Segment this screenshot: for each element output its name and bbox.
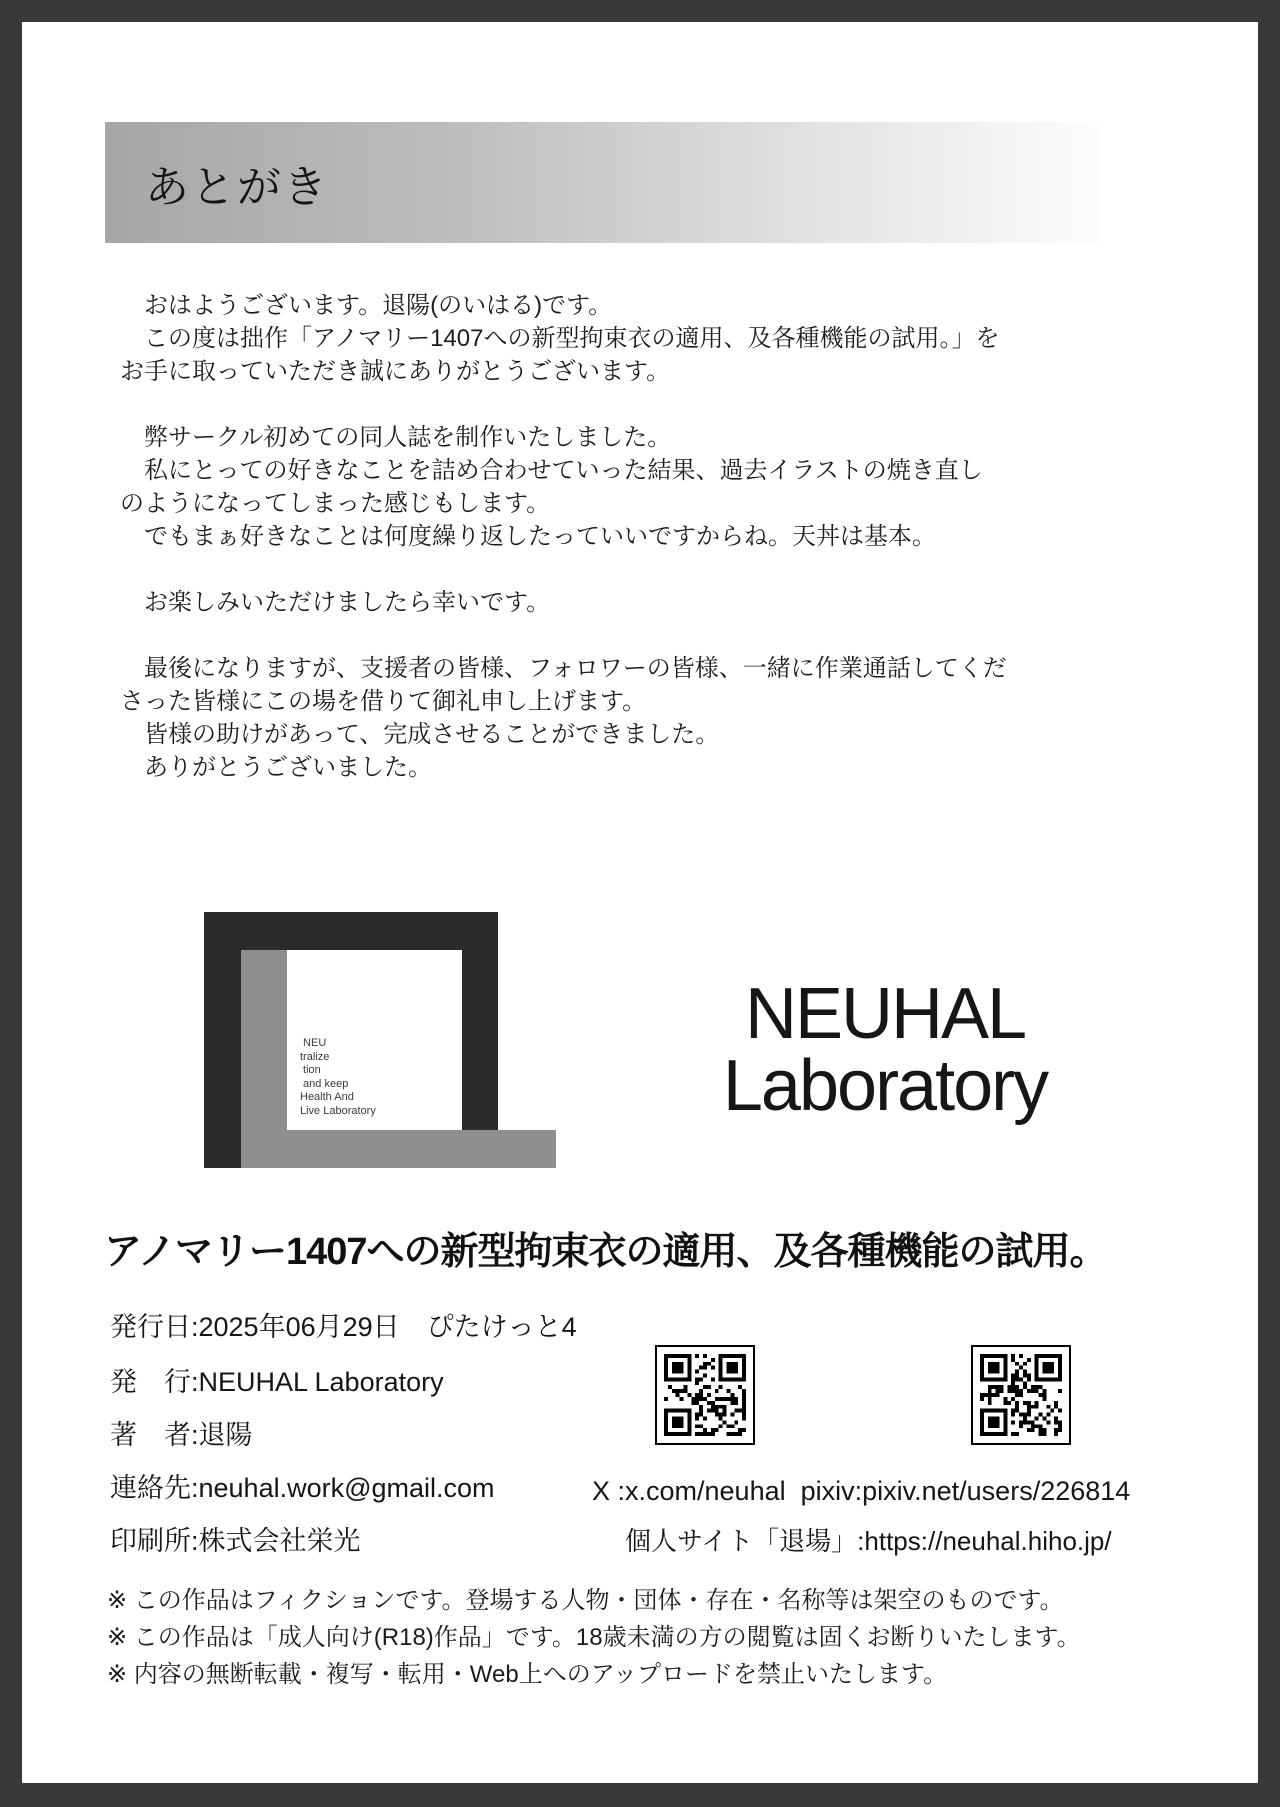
qr-code-x: [655, 1345, 755, 1445]
logo-box-line: tralize: [300, 1050, 330, 1063]
logo-box-line: Live Laboratory: [300, 1104, 376, 1117]
colophon-row-printer: 印刷所:株式会社栄光: [110, 1526, 361, 1556]
logo-box-line: tion: [300, 1064, 321, 1076]
colophon-row-contact: 連絡先:neuhal.work@gmail.com: [110, 1473, 495, 1503]
wordmark-line: NEUHAL: [744, 974, 1026, 1054]
page-title: あとがき: [145, 162, 329, 212]
book-title: アノマリー1407への新型拘束衣の適用、及各種機能の試用。: [104, 1231, 1107, 1273]
text-line: 最後になりますが、支援者の皆様、フォロワーの皆様、一緒に作業通話してくだ: [120, 655, 1007, 682]
disclaimer-line: ※ この作品は「成人向け(R18)作品」です。18歳未満の方の閲覧は固くお断りいたします。: [107, 1624, 1081, 1651]
afterword-text: [120, 256, 1160, 817]
colophon-row-publisher: 発 行:NEUHAL Laboratory: [110, 1367, 444, 1397]
qr-code-pixiv-pattern: [980, 1354, 1062, 1436]
text-line: お手に取っていただき誠にありがとうございます。: [120, 358, 671, 385]
disclaimer-line: ※ この作品はフィクションです。登場する人物・団体・存在・名称等は架空のものです。: [107, 1587, 1064, 1614]
circle-wordmark: [655, 974, 1115, 1126]
text-line: この度は拙作「アノマリー1407への新型拘束衣の適用、及各種機能の試用。」を: [120, 325, 1000, 352]
personal-site-line: 個人サイト「退場」:https://neuhal.hiho.jp/: [625, 1526, 1112, 1556]
text-line: おはようございます。退陽(のいはる)です。: [120, 292, 613, 319]
text-line: さった皆様にこの場を借りて御礼申し上げます。: [120, 688, 647, 715]
text-line: ありがとうございました。: [120, 754, 432, 781]
page-inner: [22, 22, 1258, 1783]
text-line: 皆様の助けがあって、完成させることができました。: [120, 721, 720, 748]
afterword-header-band: [105, 122, 1101, 243]
sns-links-line: X :x.com/neuhal pixiv:pixiv.net/users/226814: [592, 1476, 1131, 1506]
text-line: お楽しみいただけましたら幸いです。: [120, 589, 551, 616]
text-line: でもまぁ好きなことは何度繰り返したっていいですからね。天丼は基本。: [120, 523, 936, 550]
logo-box-line: NEU: [300, 1037, 327, 1049]
text-line: 私にとっての好きなことを詰め合わせていった結果、過去イラストの焼き直し: [120, 457, 983, 484]
qr-code-pixiv: [971, 1345, 1071, 1445]
text-line: 弊サークル初めての同人誌を制作いたしました。: [120, 424, 672, 451]
logo-gray-bar-horizontal: [241, 1130, 556, 1168]
text-line: のようになってしまった感じもします。: [120, 490, 551, 517]
qr-code-x-pattern: [664, 1354, 746, 1436]
logo-box-line: Health And: [300, 1091, 354, 1103]
disclaimer-line: ※ 内容の無断転載・複写・転用・Web上へのアップロードを禁止いたします。: [107, 1661, 948, 1688]
logo-white-box: [287, 950, 462, 1130]
logo-box-line: and keep: [300, 1077, 349, 1090]
colophon-row-author: 著 者:退陽: [110, 1420, 253, 1450]
colophon-row-publish-date: 発行日:2025年06月29日 ぴたけっと4: [110, 1312, 577, 1342]
wordmark-line: Laboratory: [722, 1046, 1048, 1126]
